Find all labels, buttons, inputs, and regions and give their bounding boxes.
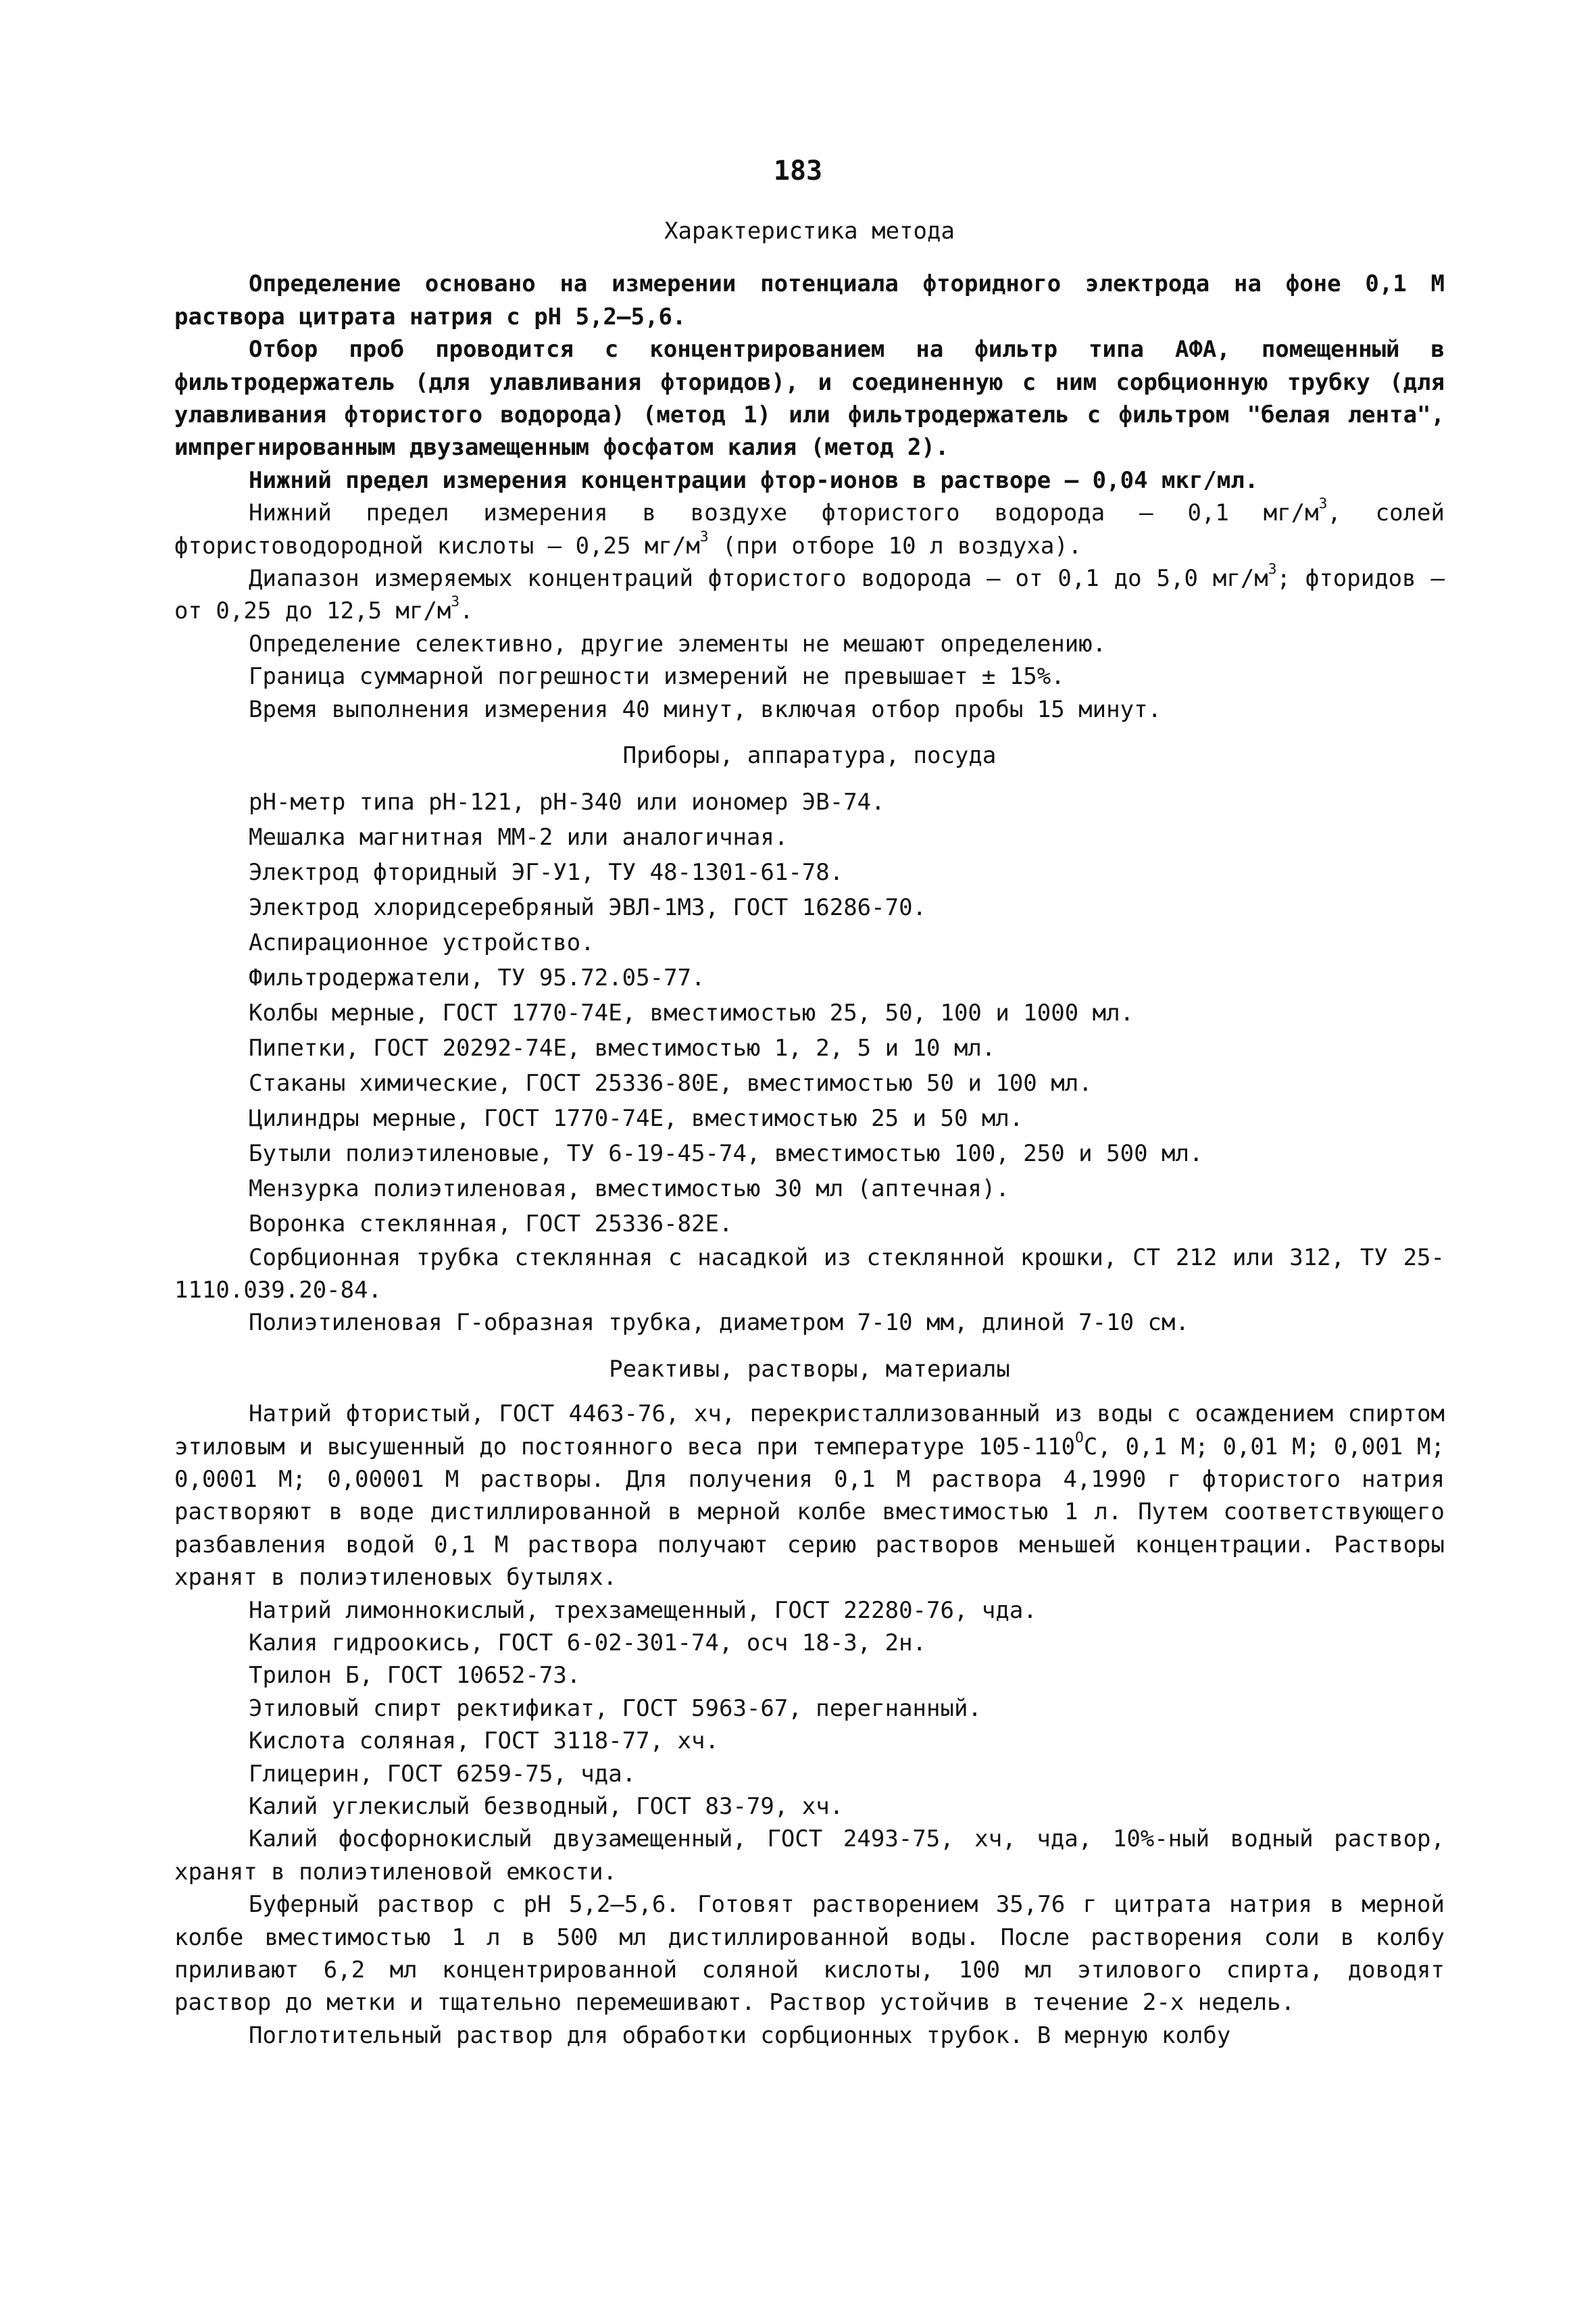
superscript: 3 <box>699 527 709 545</box>
equipment-item: Цилиндры мерные, ГОСТ 1770-74Е, вместимостью 25 и 50 мл. <box>249 1104 1024 1132</box>
paragraph-potassium-phosphate: Калий фосфорнокислый двузамещенный, ГОСТ 2493-75, хч, чда, 10%-ный водный раствор, хранят в полиэтиленовой емкости. <box>174 1825 1445 1886</box>
paragraph-error-bound: Граница суммарной погрешности измерений не превышает ± 15%. <box>249 663 1065 691</box>
equipment-item: Электрод фторидный ЭГ-У1, ТУ 48-1301-61-78. <box>249 858 844 886</box>
text-fragment: Натрий фтористый, ГОСТ 4463-76, хч, перекристаллизованный из воды с осаждением спиртом этиловым и высушенный до постоянного веса при температуре 105-110 <box>174 1400 1445 1460</box>
equipment-item: Мешалка магнитная ММ-2 или аналогичная. <box>249 823 789 851</box>
reagent-item: Трилон Б, ГОСТ 10652-73. <box>249 1662 581 1690</box>
equipment-item: Стаканы химические, ГОСТ 25336-80Е, вместимостью 50 и 100 мл. <box>249 1069 1093 1097</box>
paragraph-buffer-solution: Буферный раствор с рН 5,2–5,6. Готовят растворением 35,76 г цитрата натрия в мерной колбе вместимостью 1 л в 500 мл дистиллированной воды. После растворения соли в колбу приливают 6,2 мл концентрированной соляной кислоты, 100 мл этилового спирта, доводят раствор до метки и тщательно перемешивают. Раствор устойчив в течение 2-х недель. <box>174 1891 1445 2017</box>
text-fragment: Диапазон измеряемых концентраций фтористого водорода – от 0,1 до 5,0 мг/м <box>249 565 1268 593</box>
paragraph-selectivity: Определение селективно, другие элементы не мешают определению. <box>249 630 1107 658</box>
section-heading-method-characteristics: Характеристика метода <box>664 218 955 245</box>
text-fragment: ; фторидов – от 0,25 до 12,5 мг/м <box>174 565 1445 625</box>
text-fragment: Нижний предел измерения в воздухе фтористого водорода – 0,1 мг/м <box>249 499 1319 527</box>
text-fragment: С, 0,1 М; 0,01 М; 0,001 М; 0,0001 М; 0,00001 М растворы. Для получения 0,1 М раствора 4,1990 г фтористого натрия растворяют в воде дистиллированной в мерной колбе вместимостью 1 л. Путем соответствующего разбавления водой 0,1 М раствора получают серию растворов меньшей концентрации. Растворы хранят в полиэтиленовых бутылях. <box>174 1433 1445 1592</box>
paragraph-sampling: Отбор проб проводится с концентрированием на фильтр типа АФА, помещенный в фильтродержатель (для улавливания фторидов), и соединенную с ним сорбционную трубку (для улавливания фтористого водорода) (метод 1) или фильтродержатель с фильтром "белая лента", импрегнированным двузамещенным фосфатом калия (метод 2). <box>174 336 1445 462</box>
equipment-item: Фильтродержатели, ТУ 95.72.05-77. <box>249 964 705 991</box>
paragraph-measurement-range <box>174 562 1445 628</box>
equipment-item-sorption-tube: Сорбционная трубка стеклянная с насадкой из стеклянной крошки, СТ 212 или 312, ТУ 25-1110.039.20-84. <box>174 1244 1445 1304</box>
paragraph-lower-limit-solution: Нижний предел измерения концентрации фтор-ионов в растворе – 0,04 мкг/мл. <box>249 466 1259 494</box>
text-fragment: . <box>459 597 474 625</box>
equipment-item: Воронка стеклянная, ГОСТ 25336-82Е. <box>249 1210 733 1237</box>
equipment-item: рН-метр типа рН-121, рН-340 или иономер ЭВ-74. <box>249 788 885 816</box>
equipment-item: Бутыли полиэтиленовые, ТУ 6-19-45-74, вместимостью 100, 250 и 500 мл. <box>249 1139 1203 1167</box>
equipment-item-l-tube: Полиэтиленовая Г-образная трубка, диаметром 7-10 мм, длиной 7-10 см. <box>249 1309 1189 1337</box>
equipment-item: Электрод хлоридсеребряный ЭВЛ-1М3, ГОСТ 16286-70. <box>249 893 927 921</box>
page-number: 183 <box>773 155 823 187</box>
reagent-item: Калия гидроокись, ГОСТ 6-02-301-74, осч 18-3, 2н. <box>249 1629 927 1656</box>
reagent-item: Калий углекислый безводный, ГОСТ 83-79, хч. <box>249 1793 844 1820</box>
reagent-item: Кислота соляная, ГОСТ 3118-77, хч. <box>249 1727 719 1755</box>
superscript: 3 <box>451 593 460 610</box>
text-fragment: , солей фтористоводородной кислоты – 0,25 мг/м <box>174 499 1445 560</box>
equipment-item: Мензурка полиэтиленовая, вместимостью 30 мл (аптечная). <box>249 1175 1009 1202</box>
section-heading-equipment: Приборы, аппаратура, посуда <box>622 742 997 770</box>
reagent-item: Глицерин, ГОСТ 6259-75, чда. <box>249 1760 637 1788</box>
equipment-item: Аспирационное устройство. <box>249 929 595 956</box>
reagent-item: Натрий лимоннокислый, трехзамещенный, ГОСТ 22280-76, чда. <box>249 1596 1037 1624</box>
equipment-item: Пипетки, ГОСТ 20292-74Е, вместимостью 1, 2, 5 и 10 мл. <box>249 1034 996 1062</box>
equipment-item: Колбы мерные, ГОСТ 1770-74Е, вместимостью 25, 50, 100 и 1000 мл. <box>249 999 1134 1027</box>
paragraph-absorbing-solution: Поглотительный раствор для обработки сорбционных трубок. В мерную колбу <box>249 2021 1231 2049</box>
text-fragment: (при отборе 10 л воздуха). <box>708 532 1082 560</box>
superscript: 3 <box>1318 495 1328 512</box>
paragraph-method-basis: Определение основано на измерении потенциала фторидного электрода на фоне 0,1 М раствора цитрата натрия с рН 5,2–5,6. <box>174 270 1445 330</box>
reagent-item: Этиловый спирт ректификат, ГОСТ 5963-67, перегнанный. <box>249 1694 982 1722</box>
document-body <box>174 215 1445 2052</box>
paragraph-lower-limit-air <box>174 497 1445 562</box>
section-heading-reagents: Реактивы, растворы, материалы <box>609 1355 1010 1383</box>
paragraph-sodium-fluoride <box>174 1398 1445 1594</box>
paragraph-duration: Время выполнения измерения 40 минут, включая отбор пробы 15 минут. <box>249 695 1162 723</box>
superscript: 3 <box>1268 560 1277 578</box>
degree-superscript: О <box>1075 1428 1084 1446</box>
